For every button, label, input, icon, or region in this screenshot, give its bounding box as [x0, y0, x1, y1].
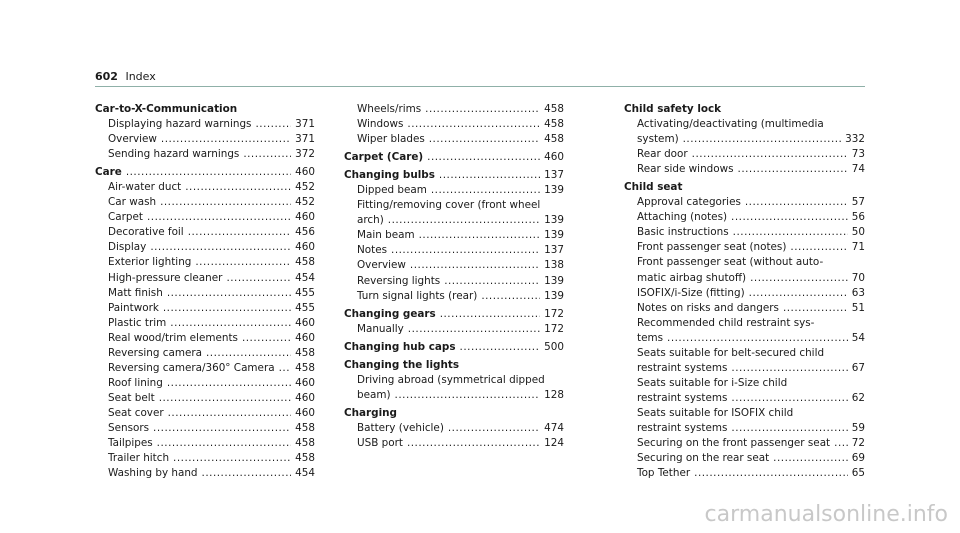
index-entry — [95, 132, 315, 147]
entry-term: Overview — [357, 259, 406, 272]
dot-leader — [419, 228, 541, 243]
index-entry — [624, 301, 865, 316]
page-reference[interactable]: 139 — [544, 184, 564, 197]
index-column-3 — [624, 102, 865, 481]
entry-term: Notes — [357, 244, 388, 257]
entry-term: Securing on the front passenger seat — [637, 437, 831, 450]
entry-term: Securing on the rear seat — [637, 452, 770, 465]
page-reference[interactable]: 172 — [544, 307, 564, 320]
page-reference[interactable]: 455 — [295, 301, 315, 314]
entry-term: restraint systems — [637, 361, 728, 374]
dot-leader — [150, 240, 291, 255]
page-reference[interactable]: 124 — [544, 436, 564, 449]
page-reference[interactable]: 72 — [851, 437, 865, 450]
index-entry — [95, 210, 315, 225]
dot-leader — [167, 286, 291, 301]
entry-term: USB port — [357, 436, 403, 449]
entry-term: Top Tether — [637, 467, 691, 480]
page-reference[interactable]: 371 — [295, 133, 315, 146]
dot-leader — [157, 436, 292, 451]
dot-leader — [170, 316, 291, 331]
index-entry — [344, 307, 564, 322]
entry-term: restraint systems — [637, 421, 728, 434]
index-entry — [344, 183, 564, 198]
page-reference[interactable]: 458 — [295, 346, 315, 359]
page-reference[interactable]: 458 — [295, 361, 315, 374]
dot-leader — [226, 271, 291, 286]
dot-leader — [692, 147, 848, 162]
index-entry — [95, 436, 315, 451]
page-reference[interactable]: 452 — [295, 196, 315, 209]
entry-term: Changing bulbs — [344, 169, 435, 182]
page-reference[interactable]: 137 — [544, 244, 564, 257]
dot-leader — [440, 307, 540, 322]
index-entry — [344, 198, 564, 228]
page-reference[interactable]: 73 — [851, 148, 865, 161]
page-reference[interactable]: 454 — [295, 467, 315, 480]
dot-leader — [167, 376, 291, 391]
dot-leader — [773, 451, 848, 466]
index-entry — [95, 316, 315, 331]
page-reference[interactable]: 54 — [851, 331, 865, 344]
dot-leader — [163, 301, 291, 316]
index-entry — [95, 117, 315, 132]
page-reference[interactable]: 458 — [544, 133, 564, 146]
entry-term: Fitting/removing cover (front wheel — [357, 199, 541, 212]
entry-term: Seats suitable for i-Size child — [637, 376, 788, 389]
index-entry — [95, 301, 315, 316]
entry-term: Driving abroad (symmetrical dipped — [357, 373, 545, 386]
dot-leader — [410, 258, 540, 273]
index-entry — [95, 466, 315, 481]
dot-leader — [161, 132, 291, 147]
index-entry — [95, 271, 315, 286]
page-reference[interactable]: 70 — [851, 271, 865, 284]
entry-term: Approval categories — [637, 196, 741, 209]
entry-term: Seats suitable for ISOFIX child — [637, 406, 794, 419]
dot-leader — [391, 243, 540, 258]
entry-term: Wheels/rims — [357, 103, 422, 115]
page-reference[interactable]: 460 — [295, 376, 315, 389]
page-reference[interactable]: 474 — [544, 421, 564, 434]
entry-term: Rear side windows — [637, 163, 734, 176]
entry-term: Washing by hand — [108, 467, 198, 480]
dot-leader — [783, 301, 848, 316]
page-reference[interactable]: 372 — [295, 148, 315, 161]
entry-term: High-pressure cleaner — [108, 271, 223, 284]
dot-leader — [749, 286, 848, 301]
index-entry — [624, 466, 865, 481]
index-entry — [624, 240, 865, 255]
page-reference[interactable]: 63 — [851, 286, 865, 299]
page-reference[interactable]: 139 — [544, 274, 564, 287]
entry-term: Manually — [357, 322, 404, 335]
page-reference[interactable]: 138 — [544, 259, 564, 272]
index-entry — [344, 228, 564, 243]
dot-leader — [388, 213, 540, 228]
entry-term: Attaching (notes) — [637, 211, 728, 224]
dot-leader — [731, 361, 847, 376]
index-column-2 — [344, 102, 564, 451]
index-entry — [624, 117, 865, 147]
entry-term: Plastic trim — [108, 316, 167, 329]
entry-term: Turn signal lights (rear) — [357, 289, 478, 302]
dot-leader — [667, 331, 848, 346]
dot-leader — [694, 466, 848, 481]
dot-leader — [159, 391, 291, 406]
dot-leader — [790, 240, 847, 255]
page-reference[interactable]: 460 — [295, 406, 315, 419]
header-divider — [95, 86, 865, 87]
index-entry — [344, 373, 564, 403]
entry-term: Front passenger seat (without auto- — [637, 256, 824, 269]
entry-term: Sensors — [108, 421, 150, 434]
entry-term: Child safety lock — [624, 103, 722, 115]
index-entry — [624, 225, 865, 240]
page-reference[interactable]: 458 — [544, 118, 564, 131]
index-entry — [95, 225, 315, 240]
entry-term: Care — [95, 166, 122, 179]
entry-term: system) — [637, 133, 679, 146]
page-number: 602 — [95, 70, 118, 83]
page-reference[interactable]: 371 — [295, 118, 315, 131]
page-reference[interactable]: 460 — [544, 151, 564, 164]
dot-leader — [173, 451, 291, 466]
page-reference[interactable]: 74 — [851, 163, 865, 176]
entry-term: Activating/deactivating (multimedia — [637, 118, 824, 131]
page-reference[interactable]: 458 — [295, 256, 315, 269]
entry-term: Seat cover — [108, 406, 164, 419]
page-reference[interactable]: 71 — [851, 241, 865, 254]
dot-leader — [407, 117, 540, 132]
page-reference[interactable]: 460 — [295, 166, 315, 179]
entry-term: Main beam — [357, 229, 415, 242]
index-entry — [624, 180, 865, 195]
dot-leader — [279, 361, 292, 376]
index-entry — [624, 316, 865, 346]
page-reference[interactable]: 128 — [544, 388, 564, 401]
dot-leader — [242, 331, 291, 346]
index-entry — [624, 195, 865, 210]
dot-leader — [160, 195, 291, 210]
dot-leader — [731, 210, 848, 225]
entry-term: Tailpipes — [108, 437, 153, 450]
entry-term: Charging — [344, 406, 397, 419]
index-entry — [95, 286, 315, 301]
index-entry — [344, 132, 564, 147]
page-reference[interactable]: 460 — [295, 316, 315, 329]
index-entry — [95, 361, 315, 376]
index-entry — [95, 165, 315, 180]
entry-term: Rear door — [637, 148, 688, 161]
dot-leader — [126, 165, 291, 180]
index-entry — [95, 255, 315, 270]
index-entry — [624, 286, 865, 301]
page-reference[interactable]: 56 — [851, 211, 865, 224]
index-entry — [95, 147, 315, 162]
dot-leader — [243, 147, 291, 162]
dot-leader — [255, 117, 291, 132]
page-reference[interactable]: 51 — [851, 301, 865, 314]
dot-leader — [683, 132, 842, 147]
entry-term: Displaying hazard warnings — [108, 118, 252, 131]
index-entry — [95, 102, 315, 117]
entry-term: beam) — [357, 388, 391, 401]
page-reference[interactable]: 57 — [851, 196, 865, 209]
entry-term: Air-water duct — [108, 181, 182, 194]
index-entry — [95, 331, 315, 346]
dot-leader — [431, 183, 540, 198]
dot-leader — [206, 346, 291, 361]
page-reference[interactable]: 332 — [845, 133, 865, 146]
page-reference[interactable]: 65 — [851, 467, 865, 480]
entry-term: Child seat — [624, 181, 683, 194]
index-entry — [344, 340, 564, 355]
dot-leader — [439, 168, 540, 183]
page-reference[interactable]: 69 — [851, 452, 865, 465]
index-entry — [344, 168, 564, 183]
index-entry — [624, 346, 865, 376]
dot-leader — [750, 271, 848, 286]
entry-term: Display — [108, 241, 147, 254]
entry-term: Carpet — [108, 211, 143, 224]
page-reference[interactable]: 172 — [544, 322, 564, 335]
dot-leader — [444, 274, 540, 289]
page-reference[interactable]: 50 — [851, 226, 865, 239]
index-entry — [95, 195, 315, 210]
entry-term: tems — [637, 331, 664, 344]
index-entry — [344, 289, 564, 304]
entry-term: Battery (vehicle) — [357, 421, 444, 434]
dot-leader — [408, 322, 540, 337]
dot-leader — [188, 225, 291, 240]
entry-term: Exterior lighting — [108, 256, 192, 269]
index-entry — [344, 258, 564, 273]
page-reference[interactable]: 456 — [295, 226, 315, 239]
entry-term: Trailer hitch — [108, 452, 170, 465]
index-entry — [624, 147, 865, 162]
dot-leader — [429, 132, 540, 147]
entry-term: Car-to-X-Communication — [95, 103, 238, 115]
section-title: Index — [125, 70, 156, 83]
entry-term: Sending hazard warnings — [108, 148, 240, 161]
dot-leader — [738, 162, 848, 177]
index-entry — [95, 391, 315, 406]
entry-term: Reversing lights — [357, 274, 441, 287]
dot-leader — [834, 436, 848, 451]
dot-leader — [460, 340, 541, 355]
page-reference[interactable]: 67 — [851, 361, 865, 374]
dot-leader — [168, 406, 292, 421]
dot-leader — [407, 436, 540, 451]
dot-leader — [731, 421, 847, 436]
entry-term: Carpet (Care) — [344, 151, 424, 164]
index-entry — [624, 451, 865, 466]
index-entry — [95, 451, 315, 466]
index-entry — [95, 240, 315, 255]
page-reference[interactable]: 460 — [295, 391, 315, 404]
index-entry — [95, 376, 315, 391]
dot-leader — [731, 391, 847, 406]
page-reference[interactable]: 139 — [544, 289, 564, 302]
dot-leader — [448, 421, 540, 436]
index-entry — [344, 436, 564, 451]
entry-term: Wiper blades — [357, 133, 425, 146]
index-entry — [624, 102, 865, 117]
index-entry — [624, 162, 865, 177]
entry-term: Seat belt — [108, 391, 155, 404]
page-reference[interactable]: 137 — [544, 169, 564, 182]
index-entry — [95, 406, 315, 421]
page-reference[interactable]: 452 — [295, 181, 315, 194]
page-reference[interactable]: 455 — [295, 286, 315, 299]
entry-term: Basic instructions — [637, 226, 729, 239]
entry-term: Car wash — [108, 196, 157, 209]
index-entry — [344, 322, 564, 337]
entry-term: Changing the lights — [344, 358, 460, 371]
index-entry — [344, 421, 564, 436]
entry-term: Seats suitable for belt-secured child — [637, 346, 825, 359]
entry-term: matic airbag shutoff) — [637, 271, 747, 284]
dot-leader — [185, 180, 291, 195]
entry-term: Decorative foil — [108, 226, 184, 239]
index-entry — [95, 346, 315, 361]
page-header — [95, 70, 156, 83]
dot-leader — [745, 195, 848, 210]
page-reference[interactable]: 62 — [851, 391, 865, 404]
page-reference[interactable]: 458 — [544, 103, 564, 115]
entry-term: Changing gears — [344, 307, 436, 320]
entry-term: restraint systems — [637, 391, 728, 404]
page-reference[interactable]: 458 — [295, 452, 315, 465]
entry-term: ISOFIX/i-Size (fitting) — [637, 286, 745, 299]
index-entry — [344, 243, 564, 258]
index-entry — [624, 255, 865, 285]
entry-term: Windows — [357, 118, 404, 131]
entry-term: Recommended child restraint sys- — [637, 316, 815, 329]
index-entry — [624, 406, 865, 436]
page-reference[interactable]: 460 — [295, 241, 315, 254]
entry-term: Front passenger seat (notes) — [637, 241, 787, 254]
index-entry — [344, 117, 564, 132]
dot-leader — [481, 289, 540, 304]
page-reference[interactable]: 139 — [544, 229, 564, 242]
index-entry — [95, 421, 315, 436]
dot-leader — [195, 255, 291, 270]
index-column-1 — [95, 102, 315, 481]
page-reference[interactable]: 139 — [544, 214, 564, 227]
entry-term: arch) — [357, 214, 384, 227]
dot-leader — [153, 421, 291, 436]
dot-leader — [395, 388, 541, 403]
index-entry — [344, 406, 564, 421]
index-entry — [344, 150, 564, 165]
dot-leader — [425, 102, 540, 117]
entry-term: Reversing camera/360° Camera — [108, 361, 275, 374]
entry-term: Roof lining — [108, 376, 163, 389]
page-reference[interactable]: 458 — [295, 437, 315, 450]
index-entry — [344, 274, 564, 289]
index-entry — [624, 436, 865, 451]
dot-leader — [202, 466, 292, 481]
watermark: carmanualsonline.info — [704, 502, 948, 527]
page-reference[interactable]: 500 — [544, 340, 564, 353]
page-reference[interactable]: 460 — [295, 331, 315, 344]
entry-term: Changing hub caps — [344, 340, 456, 353]
index-entry — [624, 376, 865, 406]
entry-term: Paintwork — [108, 301, 159, 314]
entry-term: Real wood/trim elements — [108, 331, 238, 344]
dot-leader — [427, 150, 540, 165]
page-reference[interactable]: 454 — [295, 271, 315, 284]
dot-leader — [147, 210, 291, 225]
entry-term: Matt finish — [108, 286, 163, 299]
index-entry — [624, 210, 865, 225]
page-reference[interactable]: 59 — [851, 421, 865, 434]
dot-leader — [733, 225, 848, 240]
index-entry — [344, 358, 564, 373]
entry-term: Notes on risks and dangers — [637, 301, 779, 314]
index-entry — [344, 102, 564, 117]
index-entry — [95, 180, 315, 195]
page-reference[interactable]: 460 — [295, 211, 315, 224]
entry-term: Reversing camera — [108, 346, 202, 359]
page-reference[interactable]: 458 — [295, 421, 315, 434]
entry-term: Overview — [108, 133, 157, 146]
entry-term: Dipped beam — [357, 184, 427, 197]
